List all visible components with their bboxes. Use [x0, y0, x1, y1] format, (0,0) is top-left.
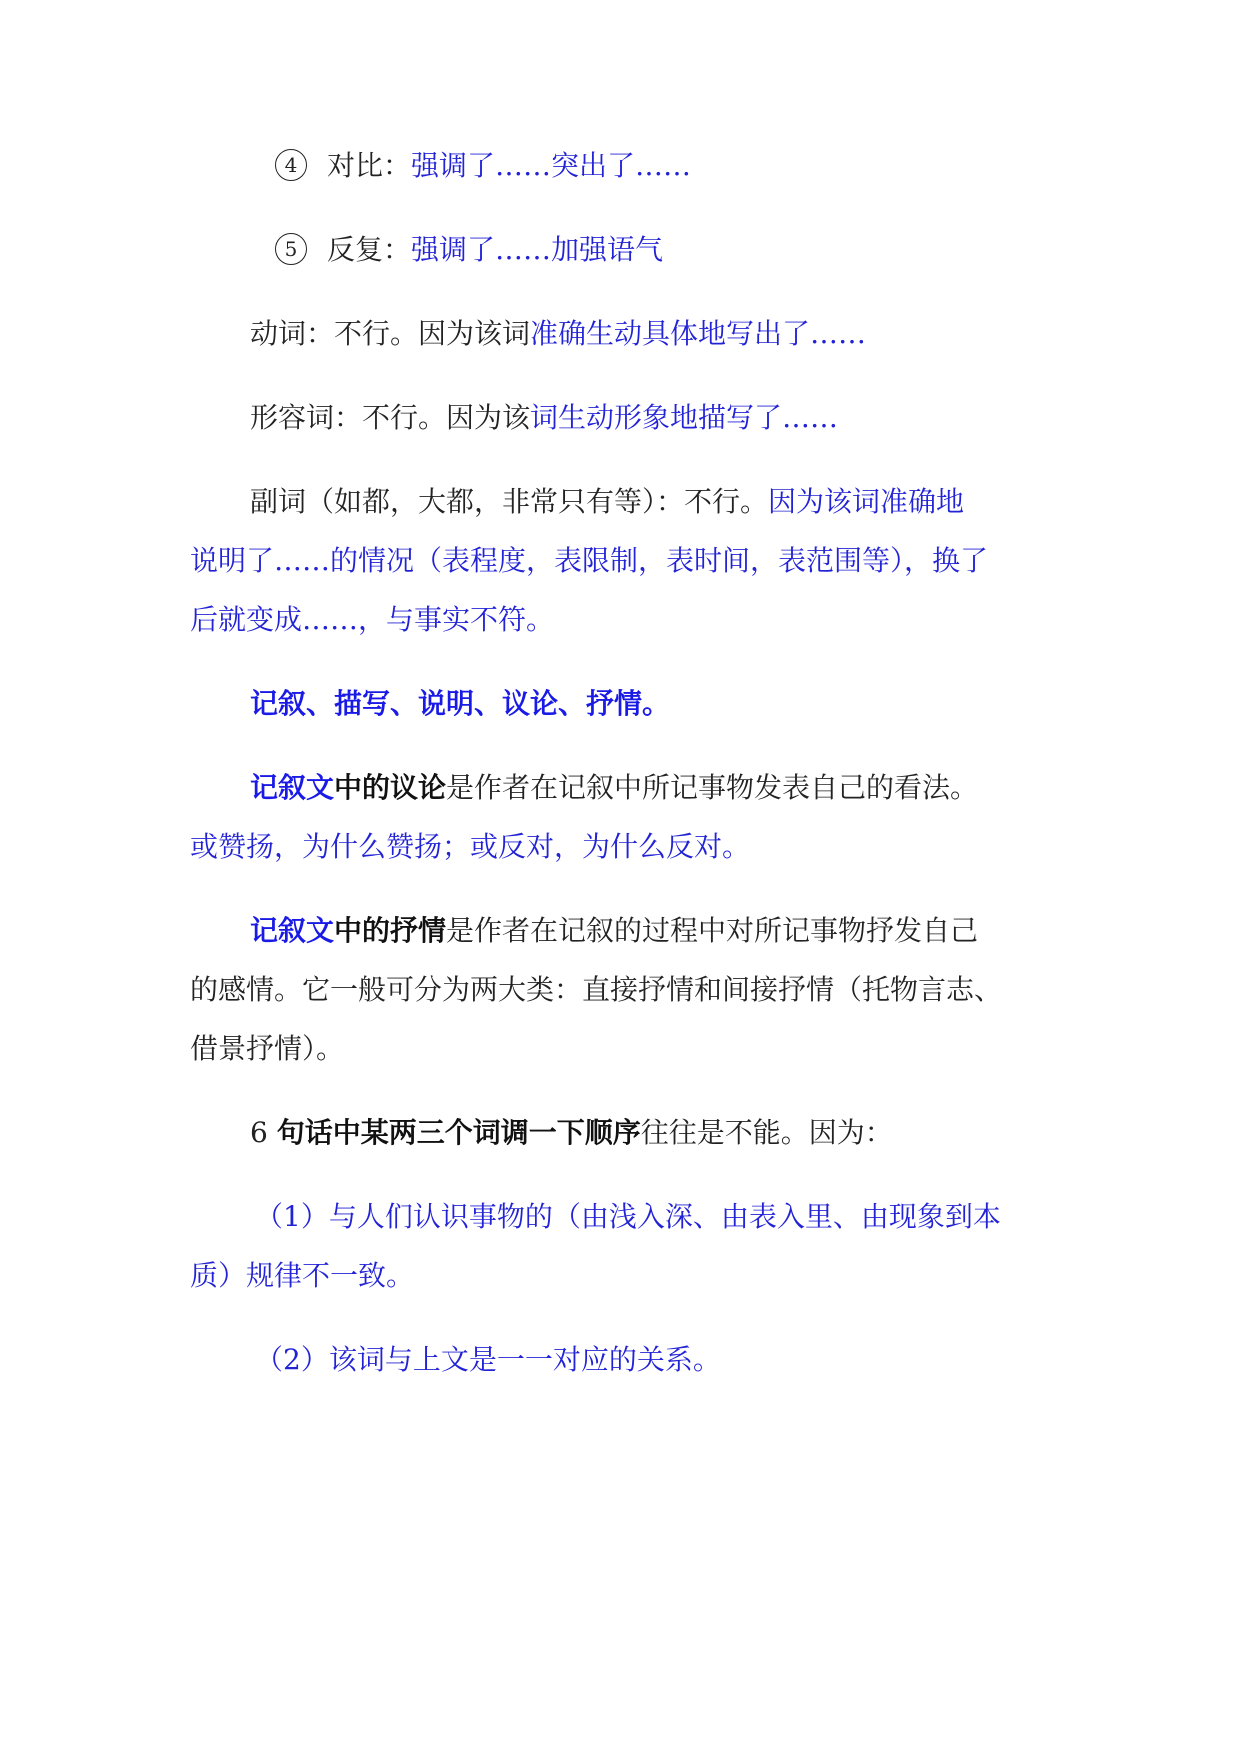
lyric-term: 记叙文	[250, 914, 335, 947]
verb-text: 准确生动具体地写出了……	[530, 317, 867, 350]
adverb-text-1: 因为该词准确地	[768, 485, 965, 518]
lyric-line-1	[250, 911, 978, 951]
adjective-prefix: 形容词：不行。因为该	[250, 401, 531, 434]
word-order-paragraph	[250, 1113, 893, 1153]
discussion-line-2: 或赞扬，为什么赞扬；或反对，为什么反对。	[190, 830, 751, 863]
word-order-bold: 句话中某两三个词调一下顺序	[276, 1116, 641, 1149]
discussion-text: 是作者在记叙中所记事物发表自己的看法。	[446, 771, 979, 804]
circled-number-5: 5	[275, 233, 307, 265]
discussion-term: 记叙文	[250, 771, 335, 804]
reason-1-line-1: （1）与人们认识事物的（由浅入深、由表入里、由现象到本	[255, 1200, 1001, 1233]
word-order-text: 往往是不能。因为：	[640, 1116, 893, 1149]
lyric-text: 是作者在记叙的过程中对所记事物抒发自己	[446, 914, 979, 947]
item-repetition-label: 反复：	[327, 233, 412, 266]
adjective-text: 词生动形象地描写了……	[530, 401, 839, 434]
lyric-line-3: 借景抒情）。	[190, 1032, 345, 1065]
adjective-paragraph	[250, 398, 838, 438]
circled-number-4: 4	[275, 149, 307, 181]
reason-2: （2）该词与上文是一一对应的关系。	[255, 1343, 721, 1376]
item-contrast-label: 对比：	[327, 149, 412, 182]
reason-1-line-2: 质）规律不一致。	[190, 1259, 415, 1292]
lyric-line-2: 的感情。它一般可分为两大类：直接抒情和间接抒情（托物言志、	[190, 973, 1003, 1006]
discussion-bold: 中的议论	[334, 771, 447, 804]
adverb-line-3: 后就变成……，与事实不符。	[190, 603, 555, 636]
expression-modes-heading: 记叙、描写、说明、议论、抒情。	[250, 687, 671, 720]
item-contrast-text: 强调了……突出了……	[411, 149, 692, 182]
lyric-bold: 中的抒情	[334, 914, 447, 947]
item-repetition-text: 强调了……加强语气	[411, 233, 664, 266]
discussion-line-1	[250, 768, 978, 808]
adverb-line-2: 说明了……的情况（表程度，表限制，表时间，表范围等），换了	[190, 544, 989, 577]
adverb-line-1	[250, 482, 964, 522]
verb-paragraph	[250, 314, 866, 354]
item-repetition	[275, 230, 663, 270]
item-contrast	[275, 146, 691, 186]
word-order-number: 6	[250, 1116, 268, 1149]
adverb-prefix: 副词（如都，大都，非常只有等）：不行。	[250, 485, 769, 518]
verb-prefix: 动词：不行。因为该词	[250, 317, 531, 350]
